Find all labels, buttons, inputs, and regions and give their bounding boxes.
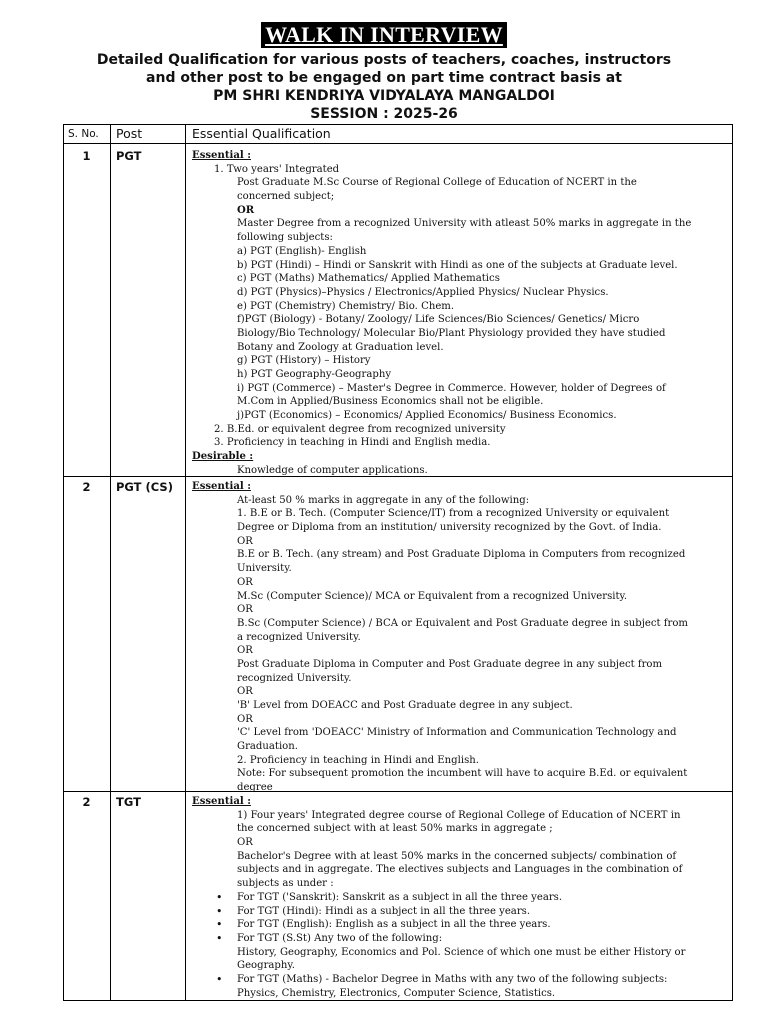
qualification-line: M.Sc (Computer Science)/ MCA or Equivalent from a recognized University. (237, 590, 628, 602)
qualification-line: the concerned subject with at least 50% marks in aggregate ; (237, 823, 553, 835)
qualification-line: subjects and in aggregate. The electives subjects and Languages in the combination of (237, 864, 683, 876)
title-block (0, 22, 768, 48)
note-line: Note: For subsequent promotion the incumbent will have to acquire B.Ed. or equivalent (237, 768, 688, 780)
subject-item: d) PGT (Physics)–Physics / Electronics/Applied Physics/ Nuclear Physics. (237, 286, 609, 298)
column-header-post: Post (116, 126, 143, 141)
bullet-item: • For TGT (Hindi): Hindi as a subject in all the three years. (192, 905, 727, 919)
bullet-item: • For TGT (Maths) - Bachelor Degree in Maths with any two of the following subjects: (192, 973, 727, 987)
qualification-line: subjects as under : (237, 878, 334, 890)
or-separator: OR (237, 576, 253, 588)
essential-heading: Essential : (192, 150, 251, 161)
qualification-cell (192, 480, 727, 795)
qualification-line: University. (237, 563, 292, 575)
subject-item: h) PGT Geography-Geography (237, 369, 392, 380)
column-divider (185, 125, 186, 1000)
or-separator: OR (237, 713, 253, 725)
page-title: WALK IN INTERVIEW (261, 22, 507, 48)
qualification-line: 1. B.E or B. Tech. (Computer Science/IT) from a recognized University or equivalent (237, 508, 670, 520)
subject-item: c) PGT (Maths) Mathematics/ Applied Mathematics (237, 273, 500, 285)
row-divider (64, 143, 732, 144)
subject-item: e) PGT (Chemistry) Chemistry/ Bio. Chem. (237, 300, 455, 312)
qualification-line: Degree or Diploma from an institution/ university recognized by the Govt. of India. (237, 522, 662, 534)
note-line: degree (237, 782, 273, 794)
qualification-line: 1) Four years' Integrated degree course of Regional College of Education of NCERT in (237, 809, 681, 821)
subject-item: j)PGT (Economics) – Economics/ Applied Economics/ Business Economics. (237, 410, 617, 422)
or-separator: OR (237, 535, 253, 547)
or-separator: OR (237, 686, 253, 698)
row-sno: 2 (82, 795, 91, 809)
qualification-line: Graduation. (237, 741, 298, 753)
subtitle-line: Detailed Qualification for various posts of teachers, coaches, instructors (96, 52, 672, 68)
or-separator: OR (237, 204, 255, 216)
or-separator: OR (237, 645, 253, 657)
subject-item: f)PGT (Biology) - Botany/ Zoology/ Life Sciences/Bio Sciences/ Genetics/ Micro (237, 314, 640, 326)
bullet-item: • For TGT (S.St) Any two of the following: (192, 932, 727, 946)
qualification-line: 'C' Level from 'DOEACC' Ministry of Information and Communication Technology and (237, 727, 677, 739)
qualification-line: Physics, Chemistry, Electronics, Computer Science, Statistics. (237, 987, 556, 999)
qualification-line: B.E or B. Tech. (any stream) and Post Graduate Diploma in Computers from recognized (237, 549, 686, 561)
essential-heading: Essential : (192, 796, 251, 807)
desirable-heading: Desirable : (192, 451, 254, 463)
qualification-line: 2. B.Ed. or equivalent degree from recognized university (214, 423, 506, 435)
qualification-line: Knowledge of computer applications. (237, 464, 428, 476)
qualification-line: At-least 50 % marks in aggregate in any of the following: (237, 494, 530, 506)
row-post: PGT (116, 149, 142, 163)
qualification-line: 'B' Level from DOEACC and Post Graduate degree in any subject. (237, 700, 573, 711)
qualification-line: a recognized University. (237, 631, 361, 643)
qualification-line: Geography. (237, 960, 295, 972)
bullet-item: • For TGT (English): English as a subject in all the three years. (192, 918, 727, 932)
row-post: PGT (CS) (116, 480, 173, 494)
subject-item: Botany and Zoology at Graduation level. (237, 341, 444, 353)
qualification-line: 3. Proficiency in teaching in Hindi and English media. (214, 437, 491, 449)
subtitle-block (0, 51, 768, 123)
column-header-qualification: Essential Qualification (192, 126, 331, 141)
qualification-line: following subjects: (237, 232, 333, 244)
subject-item: b) PGT (Hindi) – Hindi or Sanskrit with Hindi as one of the subjects at Graduate level. (237, 259, 678, 271)
qualification-line: Bachelor's Degree with at least 50% marks in the concerned subjects/ combination of (237, 850, 677, 862)
qualification-line: B.Sc (Computer Science) / BCA or Equivalent and Post Graduate degree in subject from (237, 617, 688, 629)
qualification-cell (192, 149, 727, 478)
qualification-line: recognized University. (237, 672, 352, 684)
school-name: PM SHRI KENDRIYA VIDYALAYA MANGALDOI (213, 88, 555, 104)
qualification-line: History, Geography, Economics and Pol. Science of which one must be either History or (237, 946, 686, 958)
subtitle-line: and other post to be engaged on part time contract basis at (146, 70, 622, 86)
row-post: TGT (116, 795, 141, 809)
subject-item: a) PGT (English)- English (237, 245, 367, 257)
bullet-item: • For TGT ('Sanskrit): Sanskrit as a subject in all the three years. (192, 891, 727, 905)
qualification-line: 1. Two years' Integrated (214, 163, 340, 175)
row-sno: 2 (82, 480, 91, 494)
subject-item: g) PGT (History) – History (237, 355, 371, 367)
session-line: SESSION : 2025-26 (310, 106, 458, 122)
subject-item: Biology/Bio Technology/ Molecular Bio/Plant Physiology provided they have studied (237, 327, 666, 339)
qualification-line: 2. Proficiency in teaching in Hindi and English. (237, 754, 479, 766)
qualification-cell (192, 795, 727, 1000)
subject-item: i) PGT (Commerce) – Master's Degree in Commerce. However, holder of Degrees of (237, 382, 666, 394)
row-sno: 1 (82, 149, 91, 163)
qualification-line: concerned subject; (237, 191, 335, 203)
or-separator: OR (237, 837, 253, 849)
essential-heading: Essential : (192, 481, 251, 492)
column-header-sno: S. No. (68, 128, 99, 140)
subject-item: M.Com in Applied/Business Economics shall not be eligible. (237, 396, 544, 408)
qualification-line: Master Degree from a recognized University with atleast 50% marks in aggregate in the (237, 218, 692, 230)
or-separator: OR (237, 604, 253, 616)
qualification-table (63, 124, 733, 1001)
column-divider (110, 125, 111, 1000)
qualification-line: Post Graduate Diploma in Computer and Post Graduate degree in any subject from (237, 658, 663, 670)
qualification-line: Post Graduate M.Sc Course of Regional College of Education of NCERT in the (237, 177, 637, 189)
